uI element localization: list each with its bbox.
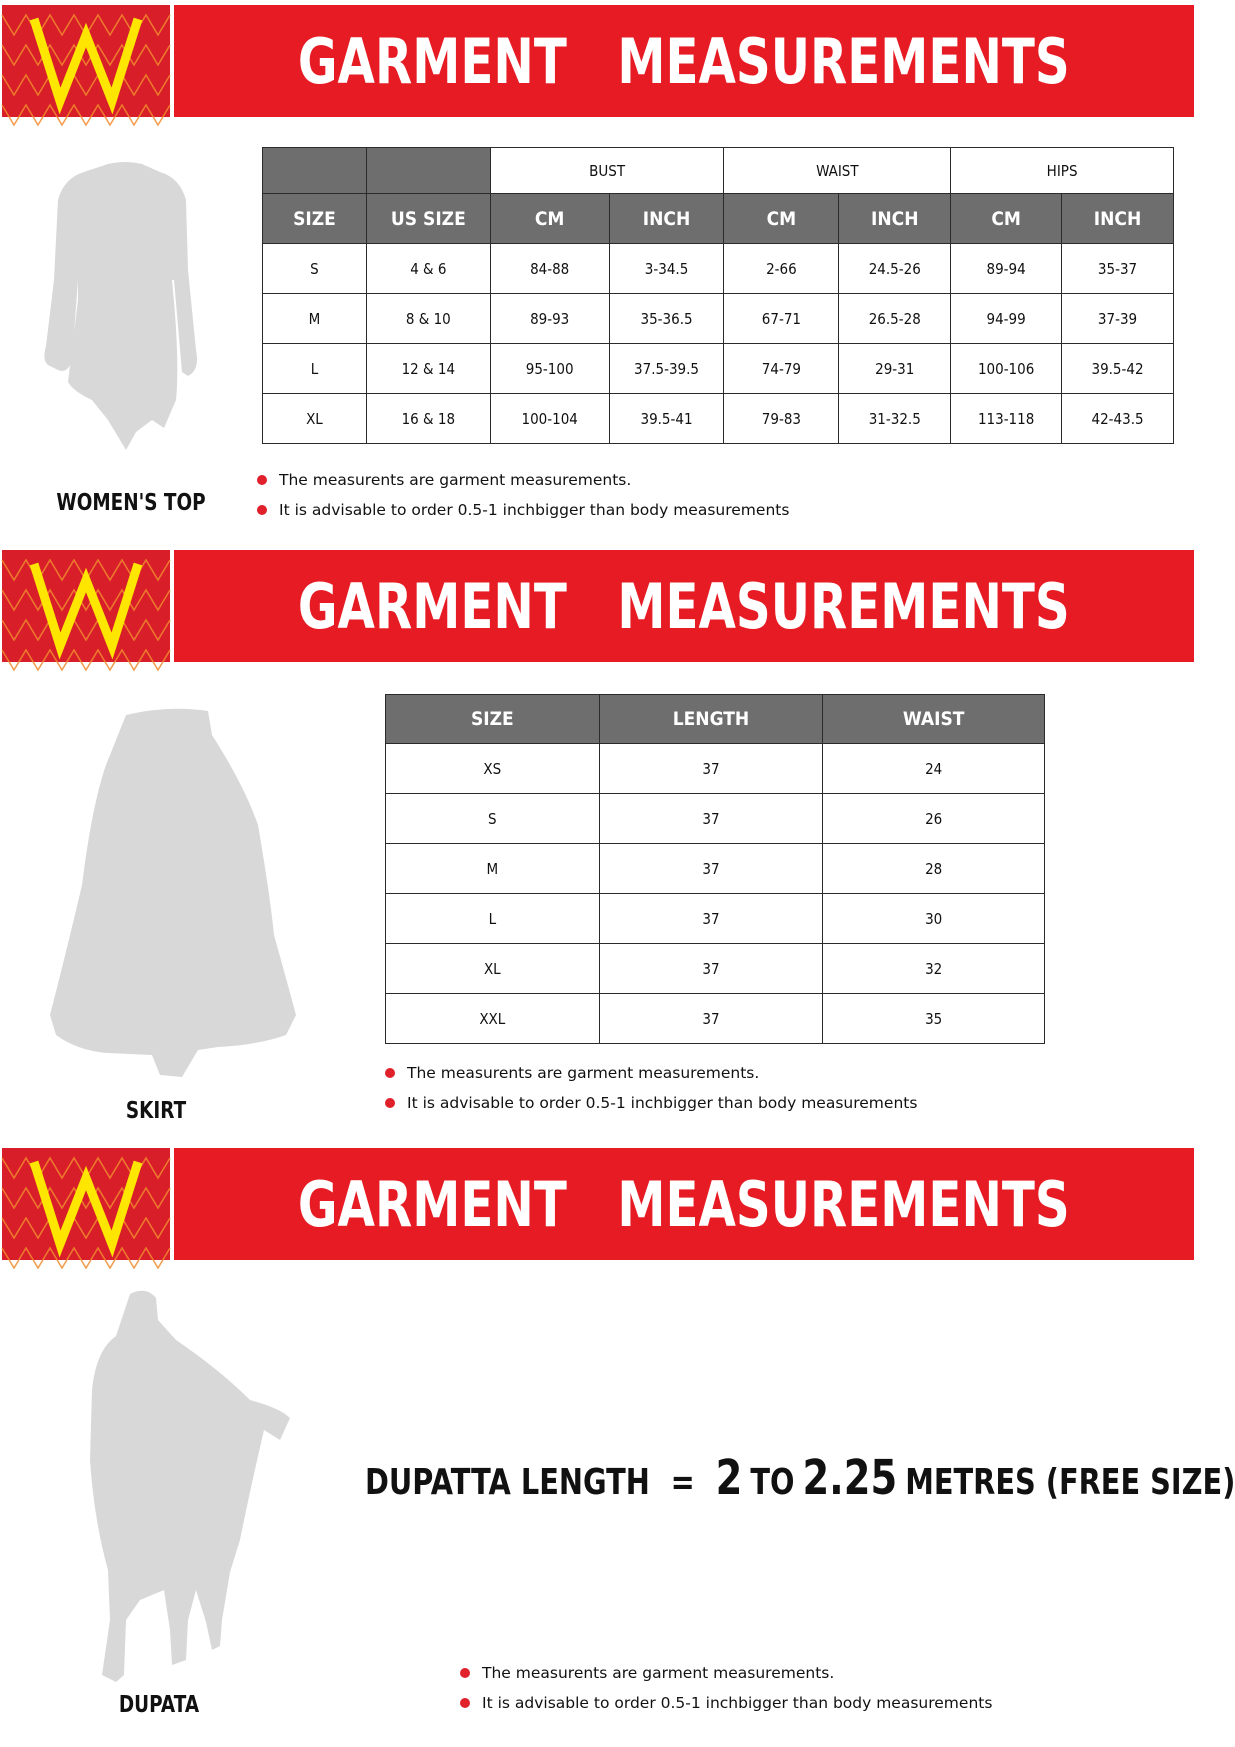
header-hips-inch: INCH bbox=[1062, 194, 1174, 244]
table-cell: 37.5-39.5 bbox=[609, 344, 724, 394]
table-cell: L bbox=[386, 894, 600, 944]
table-cell: 113-118 bbox=[951, 394, 1062, 444]
table-cell: 37 bbox=[599, 894, 823, 944]
bullet-icon bbox=[385, 1068, 395, 1078]
table-cell: 37 bbox=[599, 794, 823, 844]
table-row bbox=[386, 744, 1045, 794]
header-blank bbox=[263, 148, 367, 194]
banner-skirt bbox=[0, 550, 1200, 662]
list-item bbox=[385, 1088, 917, 1118]
table-cell: 30 bbox=[823, 894, 1045, 944]
list-item bbox=[257, 495, 789, 525]
header-hips-cm: CM bbox=[951, 194, 1062, 244]
table-row bbox=[263, 244, 1174, 294]
banner-title: GARMENT MEASUREMENTS bbox=[298, 24, 1070, 98]
table-cell: 94-99 bbox=[951, 294, 1062, 344]
womens-top-size-table bbox=[262, 147, 1174, 444]
header-waist-cm: CM bbox=[724, 194, 839, 244]
list-item bbox=[460, 1658, 992, 1688]
note-text: The measurents are garment measurements. bbox=[407, 1064, 760, 1082]
table-row bbox=[263, 344, 1174, 394]
banner-title: GARMENT MEASUREMENTS bbox=[298, 569, 1070, 643]
womens-top-label: WOMEN'S TOP bbox=[56, 490, 206, 516]
table-cell: XL bbox=[386, 944, 600, 994]
note-text: The measurents are garment measurements. bbox=[279, 471, 632, 489]
table-cell: S bbox=[386, 794, 600, 844]
dupatta-silhouette bbox=[80, 1290, 295, 1690]
table-cell: 37 bbox=[599, 844, 823, 894]
header-bust-cm: CM bbox=[490, 194, 609, 244]
header-waist-inch: INCH bbox=[839, 194, 951, 244]
header-size: SIZE bbox=[263, 194, 367, 244]
table-cell: 31-32.5 bbox=[839, 394, 951, 444]
header-us-size: US SIZE bbox=[366, 194, 490, 244]
list-item bbox=[460, 1688, 992, 1718]
table-cell: 35-36.5 bbox=[609, 294, 724, 344]
banner-title-bar bbox=[174, 1148, 1194, 1260]
header-size: SIZE bbox=[386, 695, 600, 744]
banner-title-bar bbox=[174, 550, 1194, 662]
table-cell: 39.5-41 bbox=[609, 394, 724, 444]
header-bust-inch: INCH bbox=[609, 194, 724, 244]
table-cell: 32 bbox=[823, 944, 1045, 994]
table-cell: M bbox=[386, 844, 600, 894]
dupatta-label: DUPATA bbox=[118, 1692, 200, 1718]
table-cell: 2-66 bbox=[724, 244, 839, 294]
table-cell: 39.5-42 bbox=[1062, 344, 1174, 394]
note-text: It is advisable to order 0.5-1 inchbigger than body measurements bbox=[407, 1094, 918, 1112]
note-text: The measurents are garment measurements. bbox=[482, 1664, 835, 1682]
skirt-silhouette bbox=[48, 705, 298, 1085]
table-cell: 37 bbox=[599, 994, 823, 1044]
table-cell: M bbox=[263, 294, 367, 344]
table-cell: S bbox=[263, 244, 367, 294]
table-cell: 37 bbox=[599, 744, 823, 794]
table-row bbox=[386, 844, 1045, 894]
table-row bbox=[263, 394, 1174, 444]
bullet-icon bbox=[460, 1668, 470, 1678]
table-cell: 84-88 bbox=[490, 244, 609, 294]
table-cell: 89-94 bbox=[951, 244, 1062, 294]
table-cell: 12 & 14 bbox=[366, 344, 490, 394]
table-cell: 100-104 bbox=[490, 394, 609, 444]
table-cell: 35-37 bbox=[1062, 244, 1174, 294]
table-row bbox=[263, 294, 1174, 344]
table-cell: 29-31 bbox=[839, 344, 951, 394]
group-header-bust: BUST bbox=[490, 148, 724, 194]
table-header-row bbox=[263, 194, 1174, 244]
table-cell: 42-43.5 bbox=[1062, 394, 1174, 444]
equals-sign: = bbox=[670, 1462, 695, 1503]
table-cell: 8 & 10 bbox=[366, 294, 490, 344]
table-cell: 26.5-28 bbox=[839, 294, 951, 344]
table-cell: 26 bbox=[823, 794, 1045, 844]
dupatta-length-to: 2.25 bbox=[802, 1450, 898, 1506]
brand-logo bbox=[2, 5, 170, 117]
header-waist: WAIST bbox=[823, 695, 1045, 744]
bullet-icon bbox=[257, 475, 267, 485]
dupatta-unit: METRES (FREE SIZE) bbox=[905, 1462, 1235, 1503]
group-header-waist: WAIST bbox=[724, 148, 951, 194]
list-item bbox=[257, 465, 789, 495]
table-cell: 79-83 bbox=[724, 394, 839, 444]
table-cell: 74-79 bbox=[724, 344, 839, 394]
table-cell: 100-106 bbox=[951, 344, 1062, 394]
group-header-hips: HIPS bbox=[951, 148, 1174, 194]
table-cell: 24 bbox=[823, 744, 1045, 794]
list-item bbox=[385, 1058, 917, 1088]
skirt-label: SKIRT bbox=[125, 1098, 187, 1124]
table-cell: 35 bbox=[823, 994, 1045, 1044]
table-cell: XXL bbox=[386, 994, 600, 1044]
banner-title-bar bbox=[174, 5, 1194, 117]
table-cell: L bbox=[263, 344, 367, 394]
banner-dupatta bbox=[0, 1148, 1200, 1260]
table-cell: 16 & 18 bbox=[366, 394, 490, 444]
table-row bbox=[386, 944, 1045, 994]
dupatta-length-statement bbox=[365, 1450, 1235, 1520]
table-group-header-row bbox=[263, 148, 1174, 194]
dupatta-length-from: 2 bbox=[715, 1450, 743, 1506]
table-cell: 37-39 bbox=[1062, 294, 1174, 344]
table-row bbox=[386, 994, 1045, 1044]
table-cell: 3-34.5 bbox=[609, 244, 724, 294]
womens-top-notes bbox=[257, 465, 789, 525]
table-cell: 28 bbox=[823, 844, 1045, 894]
table-cell: XL bbox=[263, 394, 367, 444]
table-cell: XS bbox=[386, 744, 600, 794]
brand-logo bbox=[2, 550, 170, 662]
bullet-icon bbox=[385, 1098, 395, 1108]
dupatta-length-label: DUPATTA LENGTH bbox=[365, 1462, 650, 1503]
header-blank bbox=[366, 148, 490, 194]
dupatta-to-word: TO bbox=[750, 1462, 795, 1503]
brand-logo bbox=[2, 1148, 170, 1260]
table-cell: 4 & 6 bbox=[366, 244, 490, 294]
table-row bbox=[386, 794, 1045, 844]
dupatta-notes bbox=[460, 1658, 992, 1718]
banner-title: GARMENT MEASUREMENTS bbox=[298, 1167, 1070, 1241]
header-length: LENGTH bbox=[599, 695, 823, 744]
note-text: It is advisable to order 0.5-1 inchbigger than body measurements bbox=[279, 501, 790, 519]
table-cell: 89-93 bbox=[490, 294, 609, 344]
table-row bbox=[386, 894, 1045, 944]
bullet-icon bbox=[460, 1698, 470, 1708]
skirt-notes bbox=[385, 1058, 917, 1118]
note-text: It is advisable to order 0.5-1 inchbigger than body measurements bbox=[482, 1694, 993, 1712]
womens-top-silhouette bbox=[38, 160, 213, 450]
table-cell: 37 bbox=[599, 944, 823, 994]
banner-top bbox=[0, 5, 1200, 117]
skirt-size-table bbox=[385, 694, 1045, 1044]
bullet-icon bbox=[257, 505, 267, 515]
table-header-row bbox=[386, 695, 1045, 744]
table-cell: 24.5-26 bbox=[839, 244, 951, 294]
table-cell: 95-100 bbox=[490, 344, 609, 394]
table-cell: 67-71 bbox=[724, 294, 839, 344]
